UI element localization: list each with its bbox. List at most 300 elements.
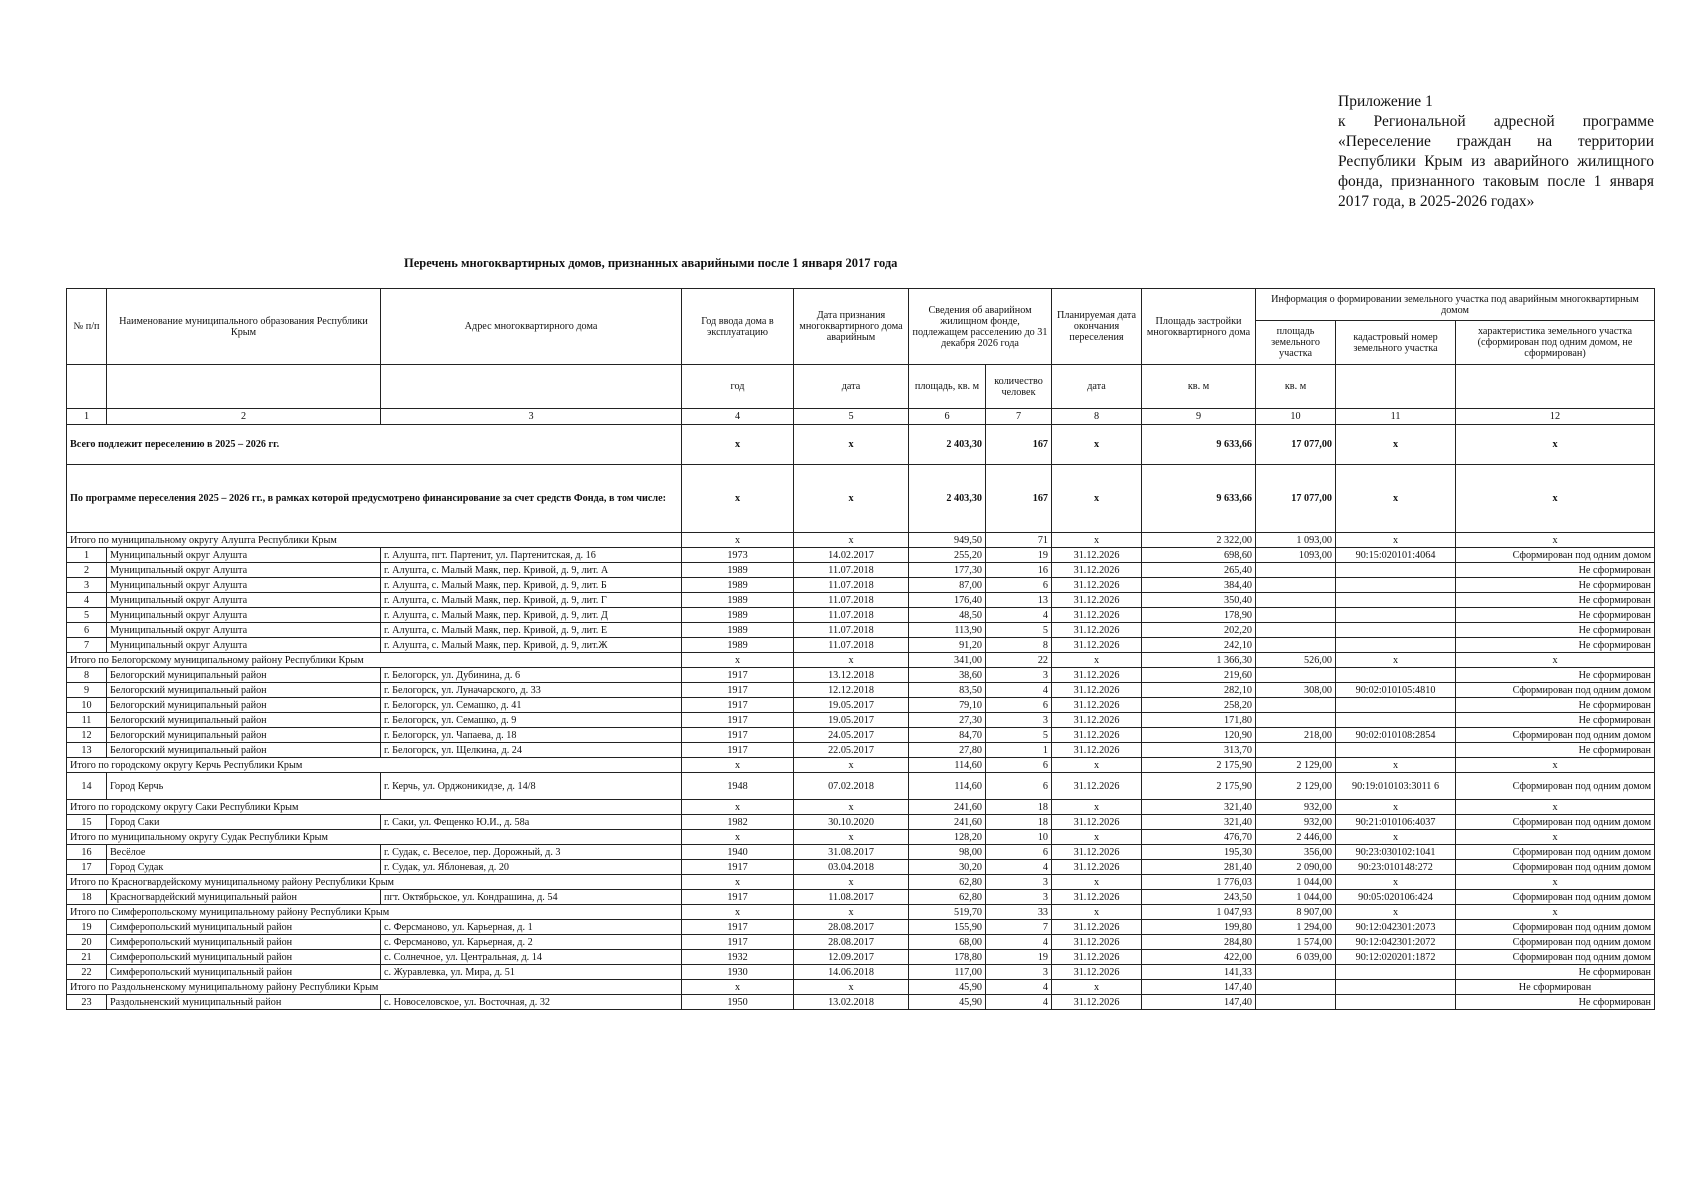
cadastral-cell: x: [1336, 875, 1456, 890]
date-cell: 11.07.2018: [794, 608, 909, 623]
total-year: x: [682, 425, 794, 465]
cadastral-cell: [1336, 608, 1456, 623]
characteristic-cell: x: [1456, 800, 1655, 815]
house-row: [67, 995, 1655, 1010]
characteristic-cell: Не сформирован: [1456, 638, 1655, 653]
cadastral-cell: 90:02:010105:4810: [1336, 683, 1456, 698]
build-area-cell: 698,60: [1142, 548, 1256, 563]
address-cell: г. Алушта, с. Малый Маяк, пер. Кривой, д. 9, лит. Д: [381, 608, 682, 623]
house-row: [67, 728, 1655, 743]
date-cell: 22.05.2017: [794, 743, 909, 758]
header-unit-blank: [1336, 365, 1456, 409]
date-cell: x: [794, 653, 909, 668]
date-cell: 07.02.2018: [794, 773, 909, 800]
municipality-cell: Муниципальный округ Алушта: [107, 578, 381, 593]
row-number: 3: [67, 578, 107, 593]
municipality-cell: Симферопольский муниципальный район: [107, 950, 381, 965]
characteristic-cell: Сформирован под одним домом: [1456, 920, 1655, 935]
land-area-cell: [1256, 995, 1336, 1010]
house-row: [67, 845, 1655, 860]
build-area-cell: 313,70: [1142, 743, 1256, 758]
year-cell: 1982: [682, 815, 794, 830]
total-year: x: [682, 465, 794, 533]
build-area-cell: 243,50: [1142, 890, 1256, 905]
people-cell: 3: [986, 668, 1052, 683]
area-cell: 68,00: [909, 935, 986, 950]
house-row: [67, 638, 1655, 653]
header-unit-date: дата: [794, 365, 909, 409]
year-cell: 1989: [682, 608, 794, 623]
year-cell: x: [682, 653, 794, 668]
land-area-cell: [1256, 965, 1336, 980]
year-cell: 1940: [682, 845, 794, 860]
build-area-cell: 178,90: [1142, 608, 1256, 623]
people-cell: 3: [986, 713, 1052, 728]
total-planned: x: [1052, 465, 1142, 533]
house-row: [67, 965, 1655, 980]
area-cell: 38,60: [909, 668, 986, 683]
document-title: Перечень многоквартирных домов, признанных аварийными после 1 января 2017 года: [404, 256, 898, 270]
area-cell: 27,30: [909, 713, 986, 728]
area-cell: 117,00: [909, 965, 986, 980]
subtotal-label: Итого по городскому округу Саки Республики Крым: [67, 800, 682, 815]
cadastral-cell: 90:21:010106:4037: [1336, 815, 1456, 830]
characteristic-cell: Сформирован под одним домом: [1456, 548, 1655, 563]
planned-date-cell: x: [1052, 533, 1142, 548]
municipality-cell: Симферопольский муниципальный район: [107, 965, 381, 980]
year-cell: x: [682, 875, 794, 890]
col-number: 8: [1052, 409, 1142, 425]
build-area-cell: 2 175,90: [1142, 758, 1256, 773]
row-number: 20: [67, 935, 107, 950]
row-number: 9: [67, 683, 107, 698]
area-cell: 949,50: [909, 533, 986, 548]
year-cell: 1973: [682, 548, 794, 563]
planned-date-cell: x: [1052, 980, 1142, 995]
date-cell: 12.12.2018: [794, 683, 909, 698]
land-area-cell: [1256, 980, 1336, 995]
people-cell: 4: [986, 995, 1052, 1010]
area-cell: 87,00: [909, 578, 986, 593]
area-cell: 176,40: [909, 593, 986, 608]
header-cadastral: кадастровый номер земельного участка: [1336, 321, 1456, 365]
house-row: [67, 890, 1655, 905]
col-number: 3: [381, 409, 682, 425]
cadastral-cell: x: [1336, 653, 1456, 668]
year-cell: x: [682, 905, 794, 920]
header-unit-year: год: [682, 365, 794, 409]
people-cell: 4: [986, 683, 1052, 698]
subtotal-label: Итого по Симферопольскому муниципальному району Республики Крым: [67, 905, 682, 920]
row-number: 13: [67, 743, 107, 758]
municipality-cell: Белогорский муниципальный район: [107, 683, 381, 698]
cadastral-cell: [1336, 638, 1456, 653]
row-number: 23: [67, 995, 107, 1010]
people-cell: 19: [986, 548, 1052, 563]
date-cell: 13.02.2018: [794, 995, 909, 1010]
date-cell: x: [794, 800, 909, 815]
total-area: 2 403,30: [909, 425, 986, 465]
planned-date-cell: 31.12.2026: [1052, 608, 1142, 623]
address-cell: г. Алушта, с. Малый Маяк, пер. Кривой, д. 9, лит. А: [381, 563, 682, 578]
house-row: [67, 713, 1655, 728]
people-cell: 8: [986, 638, 1052, 653]
address-cell: пгт. Октябрьское, ул. Кондрашина, д. 54: [381, 890, 682, 905]
municipality-cell: Белогорский муниципальный район: [107, 713, 381, 728]
area-cell: 114,60: [909, 758, 986, 773]
address-cell: с. Ферсманово, ул. Карьерная, д. 1: [381, 920, 682, 935]
land-area-cell: [1256, 593, 1336, 608]
row-number: 2: [67, 563, 107, 578]
planned-date-cell: 31.12.2026: [1052, 713, 1142, 728]
address-cell: г. Алушта, пгт. Партенит, ул. Партенитская, д. 16: [381, 548, 682, 563]
people-cell: 1: [986, 743, 1052, 758]
characteristic-cell: Не сформирован: [1456, 698, 1655, 713]
characteristic-cell: Не сформирован: [1456, 995, 1655, 1010]
total-people: 167: [986, 465, 1052, 533]
characteristic-cell: Сформирован под одним домом: [1456, 683, 1655, 698]
land-area-cell: [1256, 713, 1336, 728]
land-area-cell: 2 090,00: [1256, 860, 1336, 875]
header-unit-blank: [67, 365, 107, 409]
characteristic-cell: Сформирован под одним домом: [1456, 728, 1655, 743]
total-area: 2 403,30: [909, 465, 986, 533]
row-number: 6: [67, 623, 107, 638]
land-area-cell: 526,00: [1256, 653, 1336, 668]
row-number: 18: [67, 890, 107, 905]
land-area-cell: 2 129,00: [1256, 773, 1336, 800]
date-cell: 12.09.2017: [794, 950, 909, 965]
header-unit-sqm: кв. м: [1142, 365, 1256, 409]
appendix-block: [1338, 92, 1654, 212]
header-area: Площадь застройки многоквартирного дома: [1142, 289, 1256, 365]
house-row: [67, 950, 1655, 965]
col-number: 11: [1336, 409, 1456, 425]
land-area-cell: [1256, 698, 1336, 713]
people-cell: 19: [986, 950, 1052, 965]
characteristic-cell: Сформирован под одним домом: [1456, 815, 1655, 830]
area-cell: 519,70: [909, 905, 986, 920]
row-number: 4: [67, 593, 107, 608]
year-cell: 1948: [682, 773, 794, 800]
land-area-cell: [1256, 668, 1336, 683]
land-area-cell: [1256, 563, 1336, 578]
subtotal-row: [67, 758, 1655, 773]
municipality-cell: Город Керчь: [107, 773, 381, 800]
characteristic-cell: Сформирован под одним домом: [1456, 773, 1655, 800]
house-row: [67, 773, 1655, 800]
characteristic-cell: Не сформирован: [1456, 713, 1655, 728]
land-area-cell: 1 294,00: [1256, 920, 1336, 935]
row-number: 17: [67, 860, 107, 875]
row-number: 19: [67, 920, 107, 935]
total-people: 167: [986, 425, 1052, 465]
planned-date-cell: 31.12.2026: [1052, 563, 1142, 578]
cadastral-cell: [1336, 995, 1456, 1010]
characteristic-cell: Не сформирован: [1456, 608, 1655, 623]
people-cell: 16: [986, 563, 1052, 578]
date-cell: 14.06.2018: [794, 965, 909, 980]
build-area-cell: 284,80: [1142, 935, 1256, 950]
table-body: [67, 425, 1655, 1010]
build-area-cell: 195,30: [1142, 845, 1256, 860]
characteristic-cell: Не сформирован: [1456, 668, 1655, 683]
people-cell: 18: [986, 815, 1052, 830]
header-unit-sqm2: кв. м: [1256, 365, 1336, 409]
municipality-cell: Город Саки: [107, 815, 381, 830]
land-area-cell: 356,00: [1256, 845, 1336, 860]
cadastral-cell: [1336, 593, 1456, 608]
planned-date-cell: x: [1052, 875, 1142, 890]
planned-date-cell: 31.12.2026: [1052, 743, 1142, 758]
house-row: [67, 668, 1655, 683]
date-cell: x: [794, 905, 909, 920]
total-build: 9 633,66: [1142, 425, 1256, 465]
col-number: 9: [1142, 409, 1256, 425]
build-area-cell: 384,40: [1142, 578, 1256, 593]
header-unit-blank: [107, 365, 381, 409]
municipality-cell: Муниципальный округ Алушта: [107, 593, 381, 608]
col-number: 6: [909, 409, 986, 425]
area-cell: 114,60: [909, 773, 986, 800]
year-cell: x: [682, 533, 794, 548]
address-cell: г. Судак, ул. Яблоневая, д. 20: [381, 860, 682, 875]
header-num: № п/п: [67, 289, 107, 365]
planned-date-cell: x: [1052, 653, 1142, 668]
date-cell: 14.02.2017: [794, 548, 909, 563]
row-number: 7: [67, 638, 107, 653]
year-cell: 1917: [682, 728, 794, 743]
land-area-cell: 1 044,00: [1256, 890, 1336, 905]
date-cell: x: [794, 830, 909, 845]
land-area-cell: 932,00: [1256, 815, 1336, 830]
area-cell: 45,90: [909, 995, 986, 1010]
cadastral-cell: 90:19:010103:3011 6: [1336, 773, 1456, 800]
row-number: 14: [67, 773, 107, 800]
house-row: [67, 578, 1655, 593]
characteristic-cell: x: [1456, 830, 1655, 845]
address-cell: г. Белогорск, ул. Семашко, д. 41: [381, 698, 682, 713]
cadastral-cell: 90:12:042301:2073: [1336, 920, 1456, 935]
people-cell: 22: [986, 653, 1052, 668]
build-area-cell: 321,40: [1142, 800, 1256, 815]
year-cell: 1917: [682, 935, 794, 950]
planned-date-cell: x: [1052, 800, 1142, 815]
house-row: [67, 548, 1655, 563]
year-cell: 1989: [682, 623, 794, 638]
date-cell: 11.07.2018: [794, 563, 909, 578]
date-cell: 28.08.2017: [794, 920, 909, 935]
row-number: 11: [67, 713, 107, 728]
area-cell: 62,80: [909, 890, 986, 905]
address-cell: с. Ферсманово, ул. Карьерная, д. 2: [381, 935, 682, 950]
people-cell: 6: [986, 845, 1052, 860]
characteristic-cell: Не сформирован: [1456, 623, 1655, 638]
header-fund: Сведения об аварийном жилищном фонде, подлежащем расселению до 31 декабря 2026 года: [909, 289, 1052, 365]
build-area-cell: 476,70: [1142, 830, 1256, 845]
header-characteristic: характеристика земельного участка (сформирован под одним домом, не сформирован): [1456, 321, 1655, 365]
characteristic-cell: Сформирован под одним домом: [1456, 950, 1655, 965]
row-number: 1: [67, 548, 107, 563]
total-label: Всего подлежит переселению в 2025 – 2026 гг.: [67, 425, 682, 465]
area-cell: 27,80: [909, 743, 986, 758]
municipality-cell: Белогорский муниципальный район: [107, 668, 381, 683]
build-area-cell: 2 322,00: [1142, 533, 1256, 548]
cadastral-cell: 90:15:020101:4064: [1336, 548, 1456, 563]
subtotal-label: Итого по городскому округу Керчь Республики Крым: [67, 758, 682, 773]
people-cell: 5: [986, 728, 1052, 743]
cadastral-cell: 90:05:020106:424: [1336, 890, 1456, 905]
build-area-cell: 141,33: [1142, 965, 1256, 980]
subtotal-label: Итого по Раздольненскому муниципальному району Республики Крым: [67, 980, 682, 995]
planned-date-cell: 31.12.2026: [1052, 965, 1142, 980]
address-cell: с. Журавлевка, ул. Мира, д. 51: [381, 965, 682, 980]
planned-date-cell: 31.12.2026: [1052, 815, 1142, 830]
row-number: 8: [67, 668, 107, 683]
build-area-cell: 2 175,90: [1142, 773, 1256, 800]
address-cell: г. Саки, ул. Фещенко Ю.И., д. 58а: [381, 815, 682, 830]
date-cell: 19.05.2017: [794, 713, 909, 728]
address-cell: г. Белогорск, ул. Луначарского, д. 33: [381, 683, 682, 698]
characteristic-cell: x: [1456, 905, 1655, 920]
year-cell: 1932: [682, 950, 794, 965]
total-land: 17 077,00: [1256, 465, 1336, 533]
land-area-cell: 1 574,00: [1256, 935, 1336, 950]
date-cell: x: [794, 875, 909, 890]
grand-total-row: [67, 425, 1655, 465]
row-number: 10: [67, 698, 107, 713]
subtotal-row: [67, 800, 1655, 815]
area-cell: 62,80: [909, 875, 986, 890]
subtotal-row: [67, 875, 1655, 890]
cadastral-cell: 90:23:030102:1041: [1336, 845, 1456, 860]
cadastral-cell: x: [1336, 533, 1456, 548]
date-cell: 11.07.2018: [794, 623, 909, 638]
build-area-cell: 1 047,93: [1142, 905, 1256, 920]
header-unit-people: количество человек: [986, 365, 1052, 409]
land-area-cell: [1256, 638, 1336, 653]
date-cell: 11.08.2017: [794, 890, 909, 905]
cadastral-cell: [1336, 980, 1456, 995]
row-number: 21: [67, 950, 107, 965]
people-cell: 4: [986, 608, 1052, 623]
year-cell: 1917: [682, 698, 794, 713]
municipality-cell: Муниципальный округ Алушта: [107, 608, 381, 623]
area-cell: 155,90: [909, 920, 986, 935]
col-number: 7: [986, 409, 1052, 425]
area-cell: 241,60: [909, 800, 986, 815]
cadastral-cell: [1336, 965, 1456, 980]
houses-table: [66, 288, 1655, 1010]
date-cell: x: [794, 980, 909, 995]
cadastral-cell: [1336, 743, 1456, 758]
municipality-cell: Раздольненский муниципальный район: [107, 995, 381, 1010]
build-area-cell: 281,40: [1142, 860, 1256, 875]
date-cell: 11.07.2018: [794, 593, 909, 608]
year-cell: 1930: [682, 965, 794, 980]
subtotal-label: Итого по муниципальному округу Алушта Республики Крым: [67, 533, 682, 548]
cadastral-cell: [1336, 713, 1456, 728]
appendix-text: к Региональной адресной программе «Переселение граждан на территории Республики Крым из аварийного жилищного фонда, признанного таковым после 1 января 2017 года, в 2025-2026 годах»: [1338, 113, 1654, 210]
land-area-cell: [1256, 743, 1336, 758]
area-cell: 84,70: [909, 728, 986, 743]
house-row: [67, 698, 1655, 713]
build-area-cell: 350,40: [1142, 593, 1256, 608]
total-date: x: [794, 425, 909, 465]
date-cell: 30.10.2020: [794, 815, 909, 830]
address-cell: с. Новоселовское, ул. Восточная, д. 32: [381, 995, 682, 1010]
header-planned: Планируемая дата окончания переселения: [1052, 289, 1142, 365]
cadastral-cell: x: [1336, 800, 1456, 815]
characteristic-cell: x: [1456, 653, 1655, 668]
cadastral-cell: [1336, 623, 1456, 638]
people-cell: 3: [986, 890, 1052, 905]
header-unit-area: площадь, кв. м: [909, 365, 986, 409]
cadastral-cell: 90:23:010148:272: [1336, 860, 1456, 875]
planned-date-cell: 31.12.2026: [1052, 683, 1142, 698]
build-area-cell: 265,40: [1142, 563, 1256, 578]
municipality-cell: Муниципальный округ Алушта: [107, 563, 381, 578]
area-cell: 98,00: [909, 845, 986, 860]
planned-date-cell: 31.12.2026: [1052, 920, 1142, 935]
people-cell: 3: [986, 965, 1052, 980]
build-area-cell: 242,10: [1142, 638, 1256, 653]
people-cell: 18: [986, 800, 1052, 815]
total-cad: x: [1336, 465, 1456, 533]
subtotal-row: [67, 905, 1655, 920]
header-unit-blank: [1456, 365, 1655, 409]
year-cell: 1989: [682, 578, 794, 593]
col-number: 1: [67, 409, 107, 425]
characteristic-cell: Не сформирован: [1456, 743, 1655, 758]
characteristic-cell: x: [1456, 533, 1655, 548]
characteristic-cell: Не сформирован: [1456, 980, 1655, 995]
col-number: 5: [794, 409, 909, 425]
municipality-cell: Симферопольский муниципальный район: [107, 935, 381, 950]
planned-date-cell: 31.12.2026: [1052, 623, 1142, 638]
program-total-row: [67, 465, 1655, 533]
address-cell: с. Солнечное, ул. Центральная, д. 14: [381, 950, 682, 965]
year-cell: x: [682, 830, 794, 845]
col-number: 12: [1456, 409, 1655, 425]
subtotal-label: Итого по Красногвардейскому муниципальному району Республики Крым: [67, 875, 682, 890]
planned-date-cell: x: [1052, 758, 1142, 773]
land-area-cell: [1256, 623, 1336, 638]
characteristic-cell: Не сформирован: [1456, 563, 1655, 578]
planned-date-cell: 31.12.2026: [1052, 935, 1142, 950]
area-cell: 128,20: [909, 830, 986, 845]
total-land: 17 077,00: [1256, 425, 1336, 465]
header-address: Адрес многоквартирного дома: [381, 289, 682, 365]
subtotal-row: [67, 980, 1655, 995]
subtotal-label: Итого по Белогорскому муниципальному району Республики Крым: [67, 653, 682, 668]
year-cell: x: [682, 800, 794, 815]
header-land-area: площадь земельного участка: [1256, 321, 1336, 365]
row-number: 22: [67, 965, 107, 980]
total-cad: x: [1336, 425, 1456, 465]
people-cell: 6: [986, 578, 1052, 593]
house-row: [67, 623, 1655, 638]
land-area-cell: 2 446,00: [1256, 830, 1336, 845]
cadastral-cell: [1336, 668, 1456, 683]
area-cell: 255,20: [909, 548, 986, 563]
subtotal-label: Итого по муниципальному округу Судак Республики Крым: [67, 830, 682, 845]
people-cell: 13: [986, 593, 1052, 608]
planned-date-cell: 31.12.2026: [1052, 995, 1142, 1010]
land-area-cell: 1 093,00: [1256, 533, 1336, 548]
planned-date-cell: 31.12.2026: [1052, 773, 1142, 800]
build-area-cell: 1 366,30: [1142, 653, 1256, 668]
